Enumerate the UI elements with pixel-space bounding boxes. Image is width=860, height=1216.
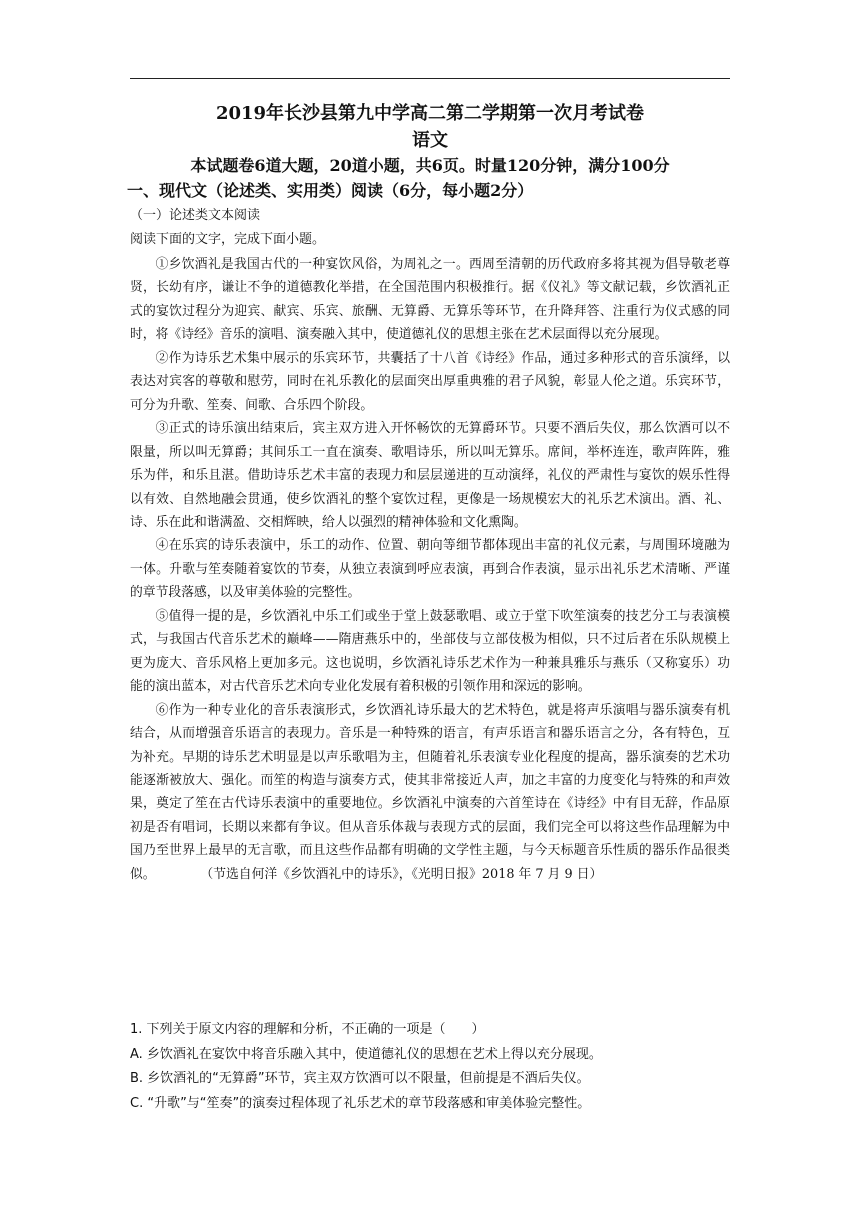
question-block <box>130 1018 730 1116</box>
question-1-option-a: A. 乡饮酒礼在宴饮中将音乐融入其中，使道德礼仪的思想在艺术上得以充分展现。 <box>130 1046 602 1062</box>
subsection-heading: （一）论述类文本阅读 <box>130 208 261 223</box>
exam-title: 2019年长沙县第九中学高二第二学期第一次月考试卷 <box>215 103 645 124</box>
question-1-stem: 1. 下列关于原文内容的理解和分析，不正确的一项是（ ） <box>130 1022 485 1037</box>
passage-source: （节选自何洋《乡饮酒礼中的诗乐》，《光明日报》2018 年 7 月 9 日） <box>200 866 603 882</box>
exam-subject: 语文 <box>412 130 448 151</box>
passage-paragraph-5: ⑤值得一提的是，乡饮酒礼中乐工们或坐于堂上鼓瑟歌唱、或立于堂下吹笙演奏的技艺分工与表演模式，与我国古代音乐艺术的巅峰——隋唐燕乐中的，坐部伎与立部伎极为相似，只不过后者在乐队规模上更为庞大、音乐风格上更加多元。这也说明，乡饮酒礼诗乐艺术作为一种兼具雅乐与燕乐（又称宴乐）功能的演出蓝本，对古代音乐艺术向专业化发展有着积极的引领作用和深远的影响。 <box>130 608 730 695</box>
header-rule <box>130 78 730 79</box>
reading-instruction: 阅读下面的文字，完成下面小题。 <box>130 232 326 247</box>
question-1-option-c: C. “升歌”与“笙奏”的演奏过程体现了礼乐艺术的章节段落感和审美体验完整性。 <box>130 1095 591 1111</box>
reading-passage <box>130 253 730 886</box>
exam-info: 本试题卷6道大题，20道小题，共6页。时量120分钟，满分100分 <box>190 156 670 175</box>
passage-paragraph-1: ①乡饮酒礼是我国古代的一种宴饮风俗，为周礼之一。西周至清朝的历代政府多将其视为倡导敬老尊贤，长幼有序，谦让不争的道德教化举措，在全国范围内积极推行。据《仪礼》等文献记载，乡饮酒礼正式的宴饮过程分为迎宾、献宾、乐宾、旅酬、无算爵、无算乐等环节，在升降拜答、注重行为仪式感的同时，将《诗经》音乐的演唱、演奏融入其中，使道德礼仪的思想主张在艺术层面得以充分展现。 <box>130 257 730 343</box>
question-1-option-b: B. 乡饮酒礼的“无算爵”环节，宾主双方饮酒可以不限量，但前提是不酒后失仪。 <box>130 1071 590 1086</box>
passage-paragraph-3: ③正式的诗乐演出结束后，宾主双方进入开怀畅饮的无算爵环节。只要不酒后失仪，那么饮酒可以不限量，所以叫无算爵；其间乐工一直在演奏、歌唱诗乐，所以叫无算乐。席间，举杯连连，歌声阵阵，雅乐为伴，和乐且湛。借助诗乐艺术丰富的表现力和层层递进的互动演绎，礼仪的严肃性与宴饮的娱乐性得以有效、自然地融会贯通，使乡饮酒礼的整个宴饮过程，更像是一场规模宏大的礼乐艺术演出。酒、礼、诗、乐在此和谐满盈、交相辉映，给人以强烈的精神体验和文化熏陶。 <box>130 421 730 530</box>
passage-paragraph-2: ②作为诗乐艺术集中展示的乐宾环节，共囊括了十八首《诗经》作品，通过多种形式的音乐演绎，以表达对宾客的尊敬和慰劳，同时在礼乐教化的层面突出厚重典雅的君子风貌，彰显人伦之道。乐宾环节，可分为升歌、笙奏、间歌、合乐四个阶段。 <box>130 350 730 413</box>
passage-paragraph-6-text: ⑥作为一种专业化的音乐表演形式，乡饮酒礼诗乐最大的艺术特色，就是将声乐演唱与器乐演奏有机结合，从而增强音乐语言的表现力。音乐是一种特殊的语言，有声乐语言和器乐语言之分，各有特色，互为补充。早期的诗乐艺术明显是以声乐歌唱为主，但随着礼乐表演专业化程度的提高，器乐演奏的艺术功能逐渐被放大、强化。而笙的构造与演奏方式，使其非常接近人声，加之丰富的力度变化与特殊的和声效果，奠定了笙在古代诗乐表演中的重要地位。乡饮酒礼中演奏的六首笙诗在《诗经》中有目无辞，作品原初是否有唱词，长期以来都有争议。但从音乐体裁与表现方式的层面，我们完全可以将这些作品理解为中国乃至世界上最早的无言歌，而且这些作品都有明确的文学性主题，与今天标题音乐性质的器乐作品很类似。 <box>130 702 730 882</box>
passage-paragraph-6 <box>130 699 730 887</box>
passage-paragraph-4: ④在乐宾的诗乐表演中，乐工的动作、位置、朝向等细节都体现出丰富的礼仪元素，与周围环境融为一体。升歌与笙奏随着宴饮的节奏，从独立表演到呼应表演，再到合作表演，显示出礼乐艺术清晰、严谨的章节段落感，以及审美体验的完整性。 <box>130 538 730 601</box>
section-heading: 一、现代文（论述类、实用类）阅读（6分，每小题2分） <box>127 181 534 200</box>
